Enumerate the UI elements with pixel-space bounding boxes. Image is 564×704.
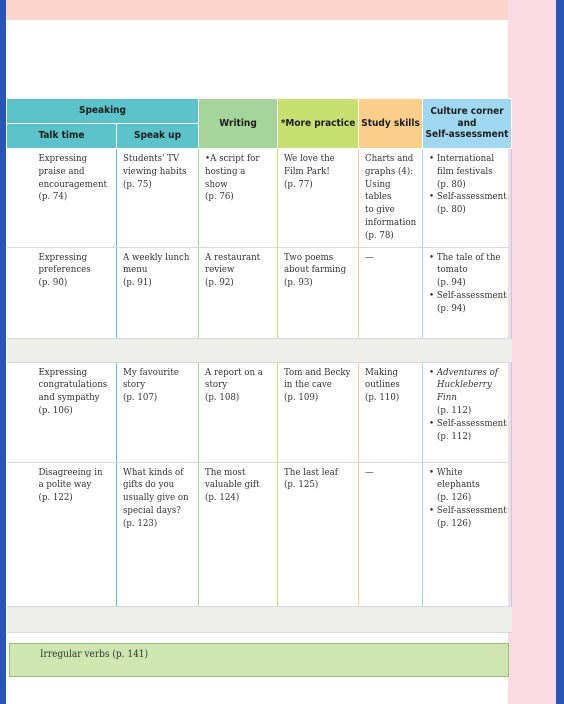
- writing-cell: [199, 362, 278, 462]
- study-skills-cell: [359, 462, 423, 606]
- culture-bullet-item: • Self-assessment: [429, 504, 507, 516]
- study-skills-cell: [359, 362, 423, 462]
- contents-table: [6, 98, 512, 633]
- culture-bullet-item: • Adventures of: [429, 366, 498, 378]
- culture-bullet-item: • White elephants: [429, 466, 480, 491]
- cell-text-line: and sympathy: [38, 392, 100, 404]
- culture-item-title: Self-assessment: [436, 191, 507, 203]
- cell-text-line: Expressing: [38, 251, 88, 263]
- culture-item-line: (p. 94): [437, 302, 466, 314]
- culture-item-title: The tale of the: [436, 251, 501, 263]
- culture-item-title: Self-assessment: [436, 289, 507, 301]
- cell-text-line: —: [365, 251, 374, 263]
- cell-text-line: (p. 124): [205, 492, 240, 504]
- cell-text-line: show: [205, 178, 228, 190]
- cell-text-line: (p. 93): [284, 277, 313, 289]
- cell-text-line: •A script for: [205, 153, 260, 164]
- header-writing: Writing: [199, 99, 278, 149]
- cell-text-line: (p. 78): [365, 229, 394, 241]
- cell-text-line: a polite way: [38, 479, 92, 491]
- cell-text-line: story: [123, 379, 146, 391]
- right-pink-strip: [508, 0, 556, 704]
- culture-item-line: (p. 112): [437, 430, 472, 442]
- top-color-band: [6, 0, 556, 20]
- cell-text-line: Expressing: [38, 153, 88, 164]
- speak-up-cell: [117, 462, 199, 606]
- contents-table-wrapper: [6, 98, 511, 633]
- cell-text-line: (p. 125): [284, 479, 319, 491]
- table-row: [7, 462, 512, 606]
- cell-text-line: in the cave: [284, 379, 332, 391]
- cell-text-line: hosting a: [205, 165, 246, 177]
- cell-text-line: menu: [123, 264, 148, 276]
- cell-text-line: to give: [365, 204, 395, 216]
- cell-text-line: usually give on: [123, 492, 189, 504]
- study-skills-cell: [359, 247, 423, 338]
- cell-text-line: Disagreeing in: [38, 466, 103, 478]
- cell-text-line: congratulations: [38, 379, 108, 391]
- right-page-rule: [556, 0, 564, 704]
- cell-text-line: encouragement: [38, 178, 107, 190]
- culture-corner-cell: [423, 149, 512, 248]
- cell-text-line: —: [365, 466, 374, 478]
- cell-text-line: about farming: [284, 264, 347, 276]
- culture-item-page: (p. 112): [437, 404, 472, 416]
- cell-text-line: The last leaf: [284, 466, 338, 478]
- culture-bullet-item: • Self-assessment: [429, 191, 507, 203]
- more-practice-cell: [278, 462, 359, 606]
- cell-text-line: (p. 76): [205, 191, 234, 203]
- culture-item-line: (p. 126): [437, 492, 472, 504]
- more-practice-cell: [278, 247, 359, 338]
- more-practice-cell: [278, 149, 359, 248]
- table-row: [7, 149, 512, 248]
- cell-text-line: Film Park!: [284, 165, 330, 177]
- cell-text-line: (p. 107): [123, 392, 158, 404]
- culture-bullet-item: • Self-assessment: [429, 417, 507, 429]
- culture-item-title: White elephants: [436, 466, 480, 491]
- speak-up-cell: [117, 149, 199, 248]
- writing-cell: [199, 462, 278, 606]
- cell-text-line: (p. 108): [205, 392, 240, 404]
- cell-text-line: Making: [365, 366, 399, 378]
- header-culture-line: Culture corner: [430, 106, 504, 118]
- cell-text-line: What kinds of: [123, 466, 184, 478]
- culture-item-line: tomato: [437, 264, 468, 276]
- cell-text-line: review: [205, 264, 235, 276]
- cell-text-line: We love the: [284, 153, 335, 164]
- cell-text-line: My favourite: [123, 366, 179, 378]
- cell-text-line: Two poems: [284, 251, 334, 263]
- header-culture-line: Self-assessment: [425, 129, 509, 141]
- cell-text-line: (p. 74): [38, 191, 68, 203]
- talk-time-cell: [7, 362, 117, 462]
- more-practice-cell: [278, 362, 359, 462]
- section-gap-cell: [7, 606, 512, 632]
- cell-text-line: gifts do you: [123, 479, 175, 491]
- culture-item-line: (p. 94): [437, 277, 466, 289]
- culture-corner-cell: [423, 462, 512, 606]
- irregular-verbs-box: [9, 643, 509, 677]
- writing-cell: [199, 247, 278, 338]
- culture-item-line: Huckleberry: [437, 379, 492, 391]
- header-talk-time: Talk time: [7, 124, 117, 149]
- cell-text-line: The most: [205, 466, 246, 478]
- header-more-practice: *More practice: [278, 99, 359, 149]
- cell-text-line: (p. 75): [123, 178, 152, 190]
- writing-cell: [199, 149, 278, 248]
- talk-time-cell: [7, 149, 117, 248]
- talk-time-cell: [7, 247, 117, 338]
- cell-text-line: Using tables: [365, 178, 392, 203]
- culture-item-title: Adventures of: [436, 366, 498, 378]
- cell-text-line: (p. 110): [365, 392, 400, 404]
- cell-text-line: Expressing: [38, 366, 88, 378]
- culture-item-line: (p. 126): [437, 517, 472, 529]
- section-gap-row: [7, 606, 512, 632]
- header-culture-line: and: [457, 117, 477, 129]
- culture-item-line: (p. 80): [437, 178, 466, 190]
- cell-text-line: special days?: [123, 504, 181, 516]
- culture-item-title: Self-assessment: [436, 417, 507, 429]
- cell-text-line: (p. 109): [284, 392, 319, 404]
- irregular-verbs-label: Irregular verbs (p. 141): [40, 649, 149, 660]
- cell-text-line: (p. 91): [123, 277, 152, 289]
- section-gap-row: [7, 338, 512, 362]
- speak-up-cell: [117, 247, 199, 338]
- cell-text-line: outlines: [365, 379, 400, 391]
- culture-item-line: Finn: [437, 392, 457, 404]
- cell-text-line: A weekly lunch: [123, 251, 190, 263]
- cell-text-line: (p. 77): [284, 178, 313, 190]
- culture-item-line: film festivals: [437, 165, 493, 177]
- culture-corner-cell: [423, 362, 512, 462]
- cell-text-line: A restaurant: [205, 251, 261, 263]
- cell-text-line: preferences: [38, 264, 91, 276]
- contents-table-body: [7, 149, 512, 633]
- culture-bullet-item: • Self-assessment: [429, 289, 507, 301]
- header-study-skills: Study skills: [359, 99, 423, 149]
- header-speak-up: Speak up: [117, 124, 199, 149]
- cell-text-line: (p. 90): [38, 277, 68, 289]
- cell-text-line: (p. 123): [123, 517, 158, 529]
- table-row: [7, 247, 512, 338]
- cell-text-line: praise and: [38, 165, 85, 177]
- cell-text-line: A report on a: [205, 366, 263, 378]
- cell-text-line: Charts and: [365, 153, 414, 164]
- cell-text-line: (p. 92): [205, 277, 234, 289]
- speak-up-cell: [117, 362, 199, 462]
- culture-item-line: (p. 80): [437, 204, 466, 216]
- cell-text-line: Tom and Becky: [284, 366, 351, 378]
- culture-bullet-item: • The tale of the: [429, 251, 501, 263]
- cell-text-line: Students' TV: [123, 153, 180, 164]
- cell-text-line: (p. 122): [38, 492, 73, 504]
- cell-text-line: valuable gift: [205, 479, 260, 491]
- table-row: [7, 362, 512, 462]
- cell-text-line: graphs (4):: [365, 165, 414, 177]
- header-speaking: Speaking: [7, 99, 199, 124]
- cell-text-line: story: [205, 379, 228, 391]
- culture-corner-cell: [423, 247, 512, 338]
- culture-item-title: International: [436, 153, 495, 164]
- culture-item-title: Self-assessment: [436, 504, 507, 516]
- cell-text-line: viewing habits: [123, 165, 187, 177]
- study-skills-cell: [359, 149, 423, 248]
- cell-text-line: (p. 106): [38, 404, 73, 416]
- section-gap-cell: [7, 338, 512, 362]
- header-culture-corner: [423, 99, 512, 149]
- cell-text-line: information: [365, 216, 417, 228]
- talk-time-cell: [7, 462, 117, 606]
- culture-bullet-item: • International: [429, 153, 495, 164]
